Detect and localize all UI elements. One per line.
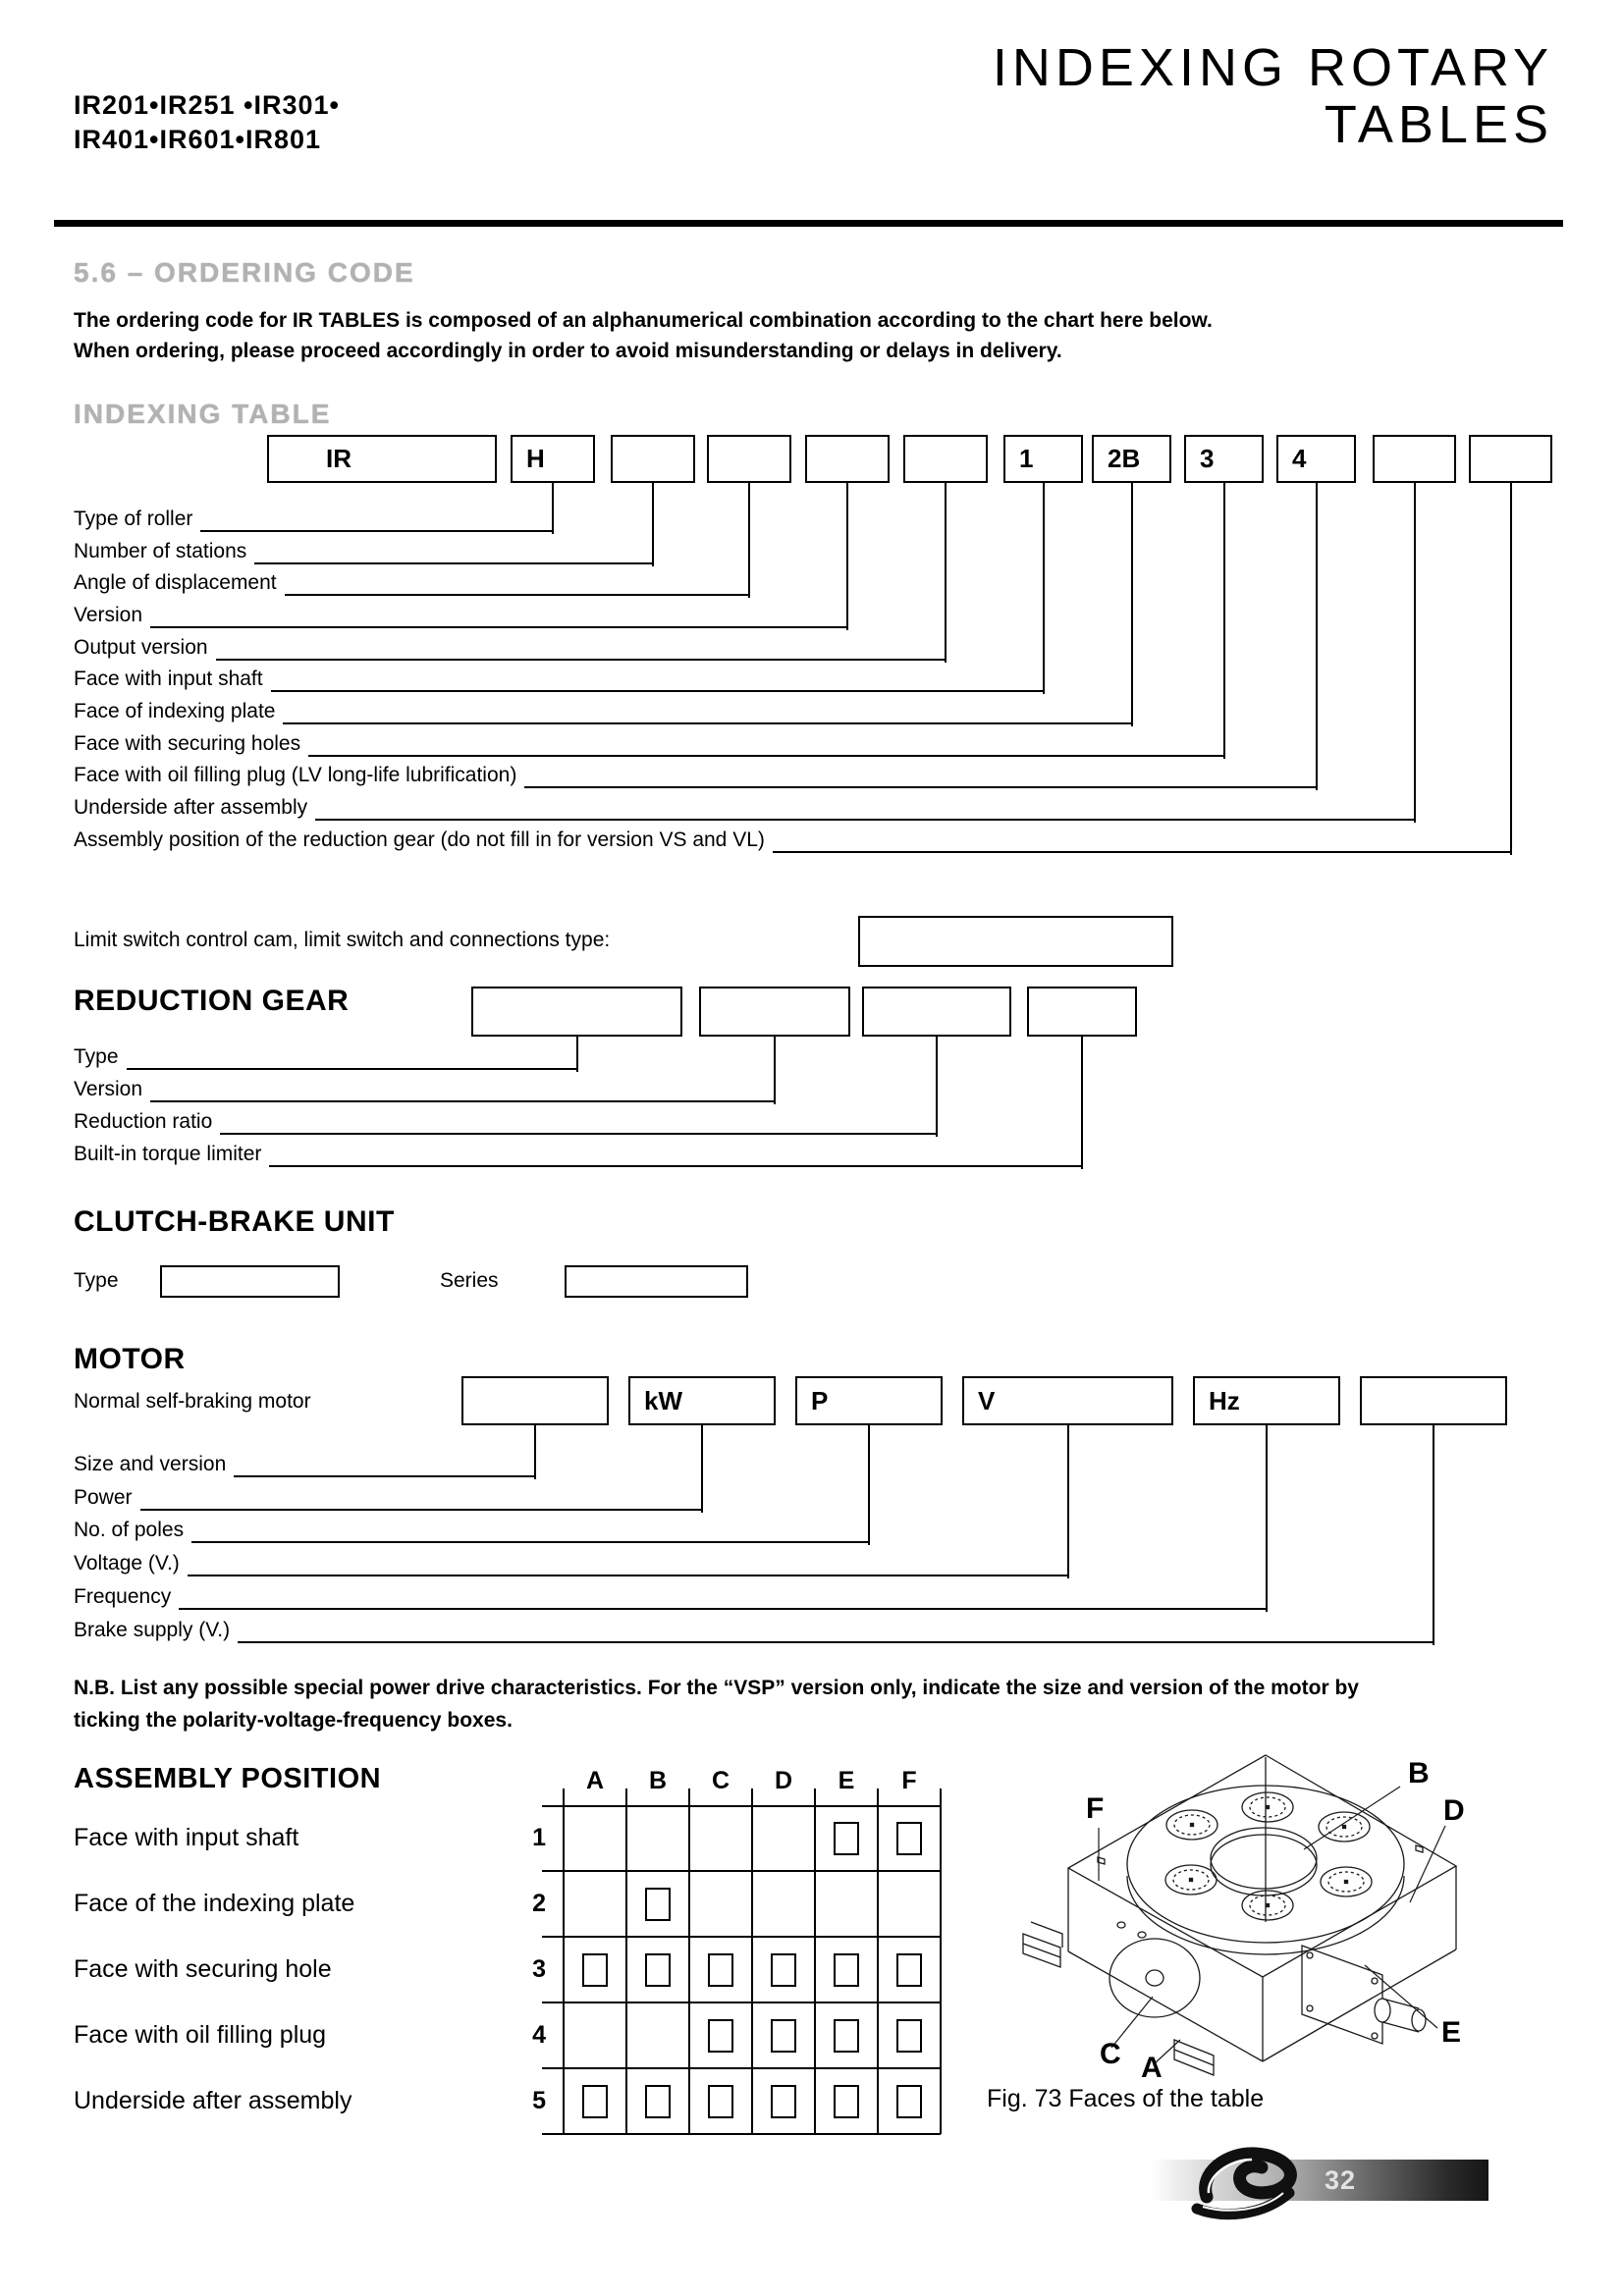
indexing_table-field-line-9	[315, 817, 1415, 821]
reduction_gear-code-box-0	[471, 987, 682, 1037]
indexing_table-code-value-0: IR	[326, 444, 352, 473]
indexing_table-field-line-8	[524, 784, 1317, 788]
indexing_table-field-row-5	[74, 665, 1044, 692]
indexing_table-field-label-3: Version	[74, 604, 143, 626]
product-codes-line1: IR201•IR251 •IR301•	[74, 90, 341, 120]
reduction_gear-field-row-3	[74, 1140, 1082, 1167]
assembly-col-header-C: C	[711, 1767, 730, 1794]
indexing_table-code-box-1	[511, 435, 595, 483]
indexing_table-field-row-8	[74, 761, 1317, 788]
motor-row-label: Normal self-braking motor	[74, 1390, 311, 1413]
assembly-grid-vline-1	[625, 1789, 627, 2134]
indexing_table-code-value-8: 3	[1200, 444, 1215, 473]
indexing_table-field-row-2	[74, 568, 749, 596]
limit-switch-box	[858, 916, 1173, 967]
section-heading-ordering-code: 5.6 – ORDERING CODE	[74, 257, 415, 288]
reduction_gear-field-row-2	[74, 1107, 937, 1135]
assembly-grid-vline-6	[940, 1789, 942, 2134]
motor-code-box-1	[628, 1376, 776, 1425]
assembly-row-number-2: 2	[532, 1890, 546, 1917]
heading-clutch-brake: CLUTCH-BRAKE UNIT	[74, 1205, 395, 1238]
motor-code-box-5	[1360, 1376, 1507, 1425]
brand-logo-icon	[1174, 2136, 1322, 2230]
motor-field-line-1	[140, 1507, 702, 1511]
motor-code-value-4: Hz	[1209, 1385, 1240, 1415]
intro-line-1: The ordering code for IR TABLES is composed of an alphanumerical combination according to the chart here below.	[74, 309, 1213, 332]
indexing_table-code-box-7	[1092, 435, 1171, 483]
assembly-checkbox-1-F	[896, 1822, 922, 1855]
assembly-row-label-3: Face with securing hole	[74, 1955, 332, 1983]
indexing_table-field-row-1	[74, 537, 653, 564]
assembly-checkbox-1-E	[834, 1822, 859, 1855]
assembly-row-label-5: Underside after assembly	[74, 2087, 352, 2114]
indexing_table-field-label-7: Face with securing holes	[74, 732, 301, 755]
assembly-checkbox-4-C	[708, 2019, 733, 2053]
assembly-checkbox-3-F	[896, 1953, 922, 1987]
indexing_table-field-line-4	[216, 657, 946, 661]
motor-field-row-1	[74, 1483, 702, 1511]
assembly-grid-vline-2	[688, 1789, 690, 2134]
motor-field-row-0	[74, 1450, 535, 1477]
reduction_gear-code-box-3	[1027, 987, 1137, 1037]
indexing_table-field-label-10: Assembly position of the reduction gear (do not fill in for version VS and VL)	[74, 828, 765, 851]
motor-field-label-4: Frequency	[74, 1585, 172, 1608]
page-number: 32	[1324, 2165, 1357, 2195]
assembly-checkbox-2-B	[645, 1888, 671, 1921]
reduction_gear-field-label-2: Reduction ratio	[74, 1110, 213, 1133]
motor-field-label-2: No. of poles	[74, 1519, 185, 1541]
indexing_table-code-box-3	[707, 435, 791, 483]
indexing_table-field-row-0	[74, 505, 553, 532]
heading-assembly-position: ASSEMBLY POSITION	[74, 1763, 382, 1794]
motor-field-row-3	[74, 1549, 1068, 1576]
header-rule	[54, 220, 1563, 227]
limit-switch-label: Limit switch control cam, limit switch and connections type:	[74, 929, 611, 951]
indexing_table-field-label-6: Face of indexing plate	[74, 700, 276, 722]
nb-note-line2: ticking the polarity-voltage-frequency boxes.	[74, 1709, 513, 1732]
motor-code-box-0	[461, 1376, 609, 1425]
indexing_table-code-value-1: H	[526, 444, 545, 473]
reduction_gear-code-box-2	[862, 987, 1011, 1037]
indexing_table-code-box-10	[1373, 435, 1456, 483]
indexing_table-field-label-9: Underside after assembly	[74, 796, 308, 819]
assembly-checkbox-4-F	[896, 2019, 922, 2053]
product-codes-line2: IR401•IR601•IR801	[74, 125, 322, 154]
clutch-type-box	[160, 1265, 340, 1298]
assembly-grid-vline-4	[814, 1789, 816, 2134]
motor-field-line-0	[234, 1473, 535, 1477]
page-title	[993, 39, 1553, 153]
indexing_table-field-line-0	[200, 528, 553, 532]
motor-field-line-5	[238, 1639, 1434, 1643]
indexing_table-field-line-2	[285, 592, 749, 596]
reduction_gear-field-line-3	[269, 1163, 1082, 1167]
figure-face-label-B: B	[1408, 1757, 1430, 1789]
indexing_table-field-label-0: Type of roller	[74, 507, 193, 530]
figure-face-label-E: E	[1441, 2016, 1462, 2049]
reduction_gear-field-row-0	[74, 1042, 577, 1070]
indexing_table-field-label-1: Number of stations	[74, 540, 247, 562]
heading-indexing-table: INDEXING TABLE	[74, 399, 332, 429]
assembly-row-label-1: Face with input shaft	[74, 1824, 299, 1851]
assembly-grid-hline-5	[542, 2133, 941, 2135]
assembly-row-label-2: Face of the indexing plate	[74, 1890, 355, 1917]
assembly-col-header-E: E	[838, 1767, 855, 1794]
nb-note-line1: N.B. List any possible special power drive characteristics. For the “VSP” version only, indicate the size and version of the motor by	[74, 1677, 1359, 1699]
assembly-checkbox-3-D	[771, 1953, 796, 1987]
motor-code-value-3: V	[978, 1385, 996, 1415]
indexing_table-field-row-7	[74, 729, 1224, 757]
motor-connector-vertical-5	[1433, 1425, 1434, 1645]
assembly-checkbox-4-D	[771, 2019, 796, 2053]
figure-caption: Fig. 73 Faces of the table	[987, 2085, 1265, 2112]
clutch-type-label: Type	[74, 1269, 119, 1292]
reduction_gear-field-line-2	[220, 1131, 937, 1135]
motor-field-label-3: Voltage (V.)	[74, 1552, 180, 1575]
indexing_table-field-line-3	[150, 624, 847, 628]
reduction_gear-field-row-1	[74, 1075, 775, 1102]
indexing_table-field-label-4: Output version	[74, 636, 208, 659]
clutch-series-label: Series	[440, 1269, 499, 1292]
figure-face-label-A: A	[1141, 2052, 1163, 2084]
motor-field-line-3	[188, 1573, 1068, 1576]
assembly-col-header-F: F	[901, 1767, 917, 1794]
product-codes	[74, 88, 340, 157]
motor-code-box-3	[962, 1376, 1173, 1425]
indexing_table-code-value-7: 2B	[1108, 444, 1141, 473]
indexing_table-connector-vertical-10	[1510, 483, 1512, 855]
assembly-row-number-1: 1	[532, 1824, 546, 1851]
clutch-series-box	[565, 1265, 748, 1298]
indexing_table-connector-vertical-7	[1223, 483, 1225, 759]
page-title-line1: INDEXING ROTARY	[992, 38, 1553, 97]
reduction_gear-field-line-0	[127, 1066, 577, 1070]
indexing_table-field-row-4	[74, 633, 946, 661]
indexing_table-code-value-6: 1	[1019, 444, 1034, 473]
reduction_gear-field-label-0: Type	[74, 1045, 119, 1068]
indexing_table-connector-vertical-8	[1316, 483, 1318, 790]
assembly-grid-vline-0	[563, 1789, 565, 2134]
indexing_table-field-label-8: Face with oil filling plug (LV long-life lubrification)	[74, 764, 517, 786]
motor-field-line-2	[191, 1539, 869, 1543]
motor-field-label-5: Brake supply (V.)	[74, 1619, 231, 1641]
motor-code-box-2	[795, 1376, 943, 1425]
motor-code-box-4	[1193, 1376, 1340, 1425]
assembly-checkbox-3-A	[582, 1953, 608, 1987]
motor-field-line-4	[179, 1606, 1267, 1610]
assembly-grid-vline-3	[751, 1789, 753, 2134]
assembly-checkbox-5-C	[708, 2085, 733, 2118]
assembly-checkbox-3-C	[708, 1953, 733, 1987]
heading-reduction-gear: REDUCTION GEAR	[74, 985, 350, 1017]
figure-face-label-D: D	[1443, 1794, 1465, 1827]
indexing_table-code-box-6	[1003, 435, 1083, 483]
indexing_table-code-box-4	[805, 435, 890, 483]
indexing_table-field-line-6	[283, 721, 1132, 724]
intro-line-2: When ordering, please proceed accordingly in order to avoid misunderstanding or delays in delivery.	[74, 340, 1062, 362]
motor-field-row-4	[74, 1582, 1267, 1610]
motor-field-label-1: Power	[74, 1486, 133, 1509]
assembly-col-header-A: A	[585, 1767, 605, 1794]
indexing_table-code-box-11	[1469, 435, 1552, 483]
assembly-grid-hline-2	[542, 1936, 941, 1938]
indexing_table-code-value-9: 4	[1292, 444, 1307, 473]
indexing_table-connector-vertical-6	[1131, 483, 1133, 726]
indexing_table-field-row-9	[74, 793, 1415, 821]
motor-field-label-0: Size and version	[74, 1453, 227, 1475]
indexing_table-field-line-1	[254, 561, 653, 564]
indexing_table-code-box-9	[1276, 435, 1356, 483]
indexing_table-field-line-7	[308, 753, 1224, 757]
assembly-checkbox-3-B	[645, 1953, 671, 1987]
indexing_table-code-box-0	[267, 435, 497, 483]
figure-face-label-C: C	[1100, 2038, 1121, 2070]
indexing_table-connector-vertical-9	[1414, 483, 1416, 823]
reduction_gear-field-line-1	[150, 1098, 775, 1102]
assembly-checkbox-5-E	[834, 2085, 859, 2118]
figure-face-label-F: F	[1086, 1792, 1105, 1825]
assembly-grid-vline-5	[877, 1789, 879, 2134]
indexing_table-field-label-2: Angle of displacement	[74, 571, 277, 594]
assembly-grid-hline-0	[542, 1805, 941, 1807]
assembly-row-number-3: 3	[532, 1955, 546, 1983]
reduction_gear-field-label-3: Built-in torque limiter	[74, 1143, 262, 1165]
assembly-checkbox-4-E	[834, 2019, 859, 2053]
heading-motor: MOTOR	[74, 1343, 186, 1375]
indexing_table-field-row-3	[74, 601, 847, 628]
reduction_gear-field-label-1: Version	[74, 1078, 143, 1100]
assembly-grid-hline-3	[542, 2002, 941, 2003]
indexing_table-code-box-8	[1184, 435, 1264, 483]
assembly-col-header-B: B	[648, 1767, 668, 1794]
motor-code-value-2: P	[811, 1385, 829, 1415]
reduction_gear-code-box-1	[699, 987, 850, 1037]
rotary-table-figure	[972, 1698, 1620, 2091]
indexing_table-connector-vertical-5	[1043, 483, 1045, 694]
assembly-checkbox-3-E	[834, 1953, 859, 1987]
assembly-checkbox-5-B	[645, 2085, 671, 2118]
indexing_table-code-box-5	[903, 435, 988, 483]
motor-field-row-2	[74, 1516, 869, 1543]
assembly-checkbox-5-F	[896, 2085, 922, 2118]
assembly-grid-hline-1	[542, 1870, 941, 1872]
assembly-checkbox-5-A	[582, 2085, 608, 2118]
indexing_table-field-row-10	[74, 826, 1511, 853]
indexing_table-field-label-5: Face with input shaft	[74, 667, 263, 690]
assembly-row-number-4: 4	[532, 2021, 546, 2049]
assembly-row-number-5: 5	[532, 2087, 546, 2114]
assembly-checkbox-5-D	[771, 2085, 796, 2118]
assembly-col-header-D: D	[774, 1767, 793, 1794]
indexing_table-field-line-5	[271, 688, 1044, 692]
indexing_table-code-box-2	[611, 435, 695, 483]
assembly-grid-hline-4	[542, 2067, 941, 2069]
page-title-line2: TABLES	[1324, 95, 1553, 154]
indexing_table-field-line-10	[773, 849, 1511, 853]
motor-field-row-5	[74, 1616, 1434, 1643]
motor-code-value-1: kW	[644, 1385, 682, 1415]
assembly-row-label-4: Face with oil filling plug	[74, 2021, 327, 2049]
indexing_table-field-row-6	[74, 697, 1132, 724]
